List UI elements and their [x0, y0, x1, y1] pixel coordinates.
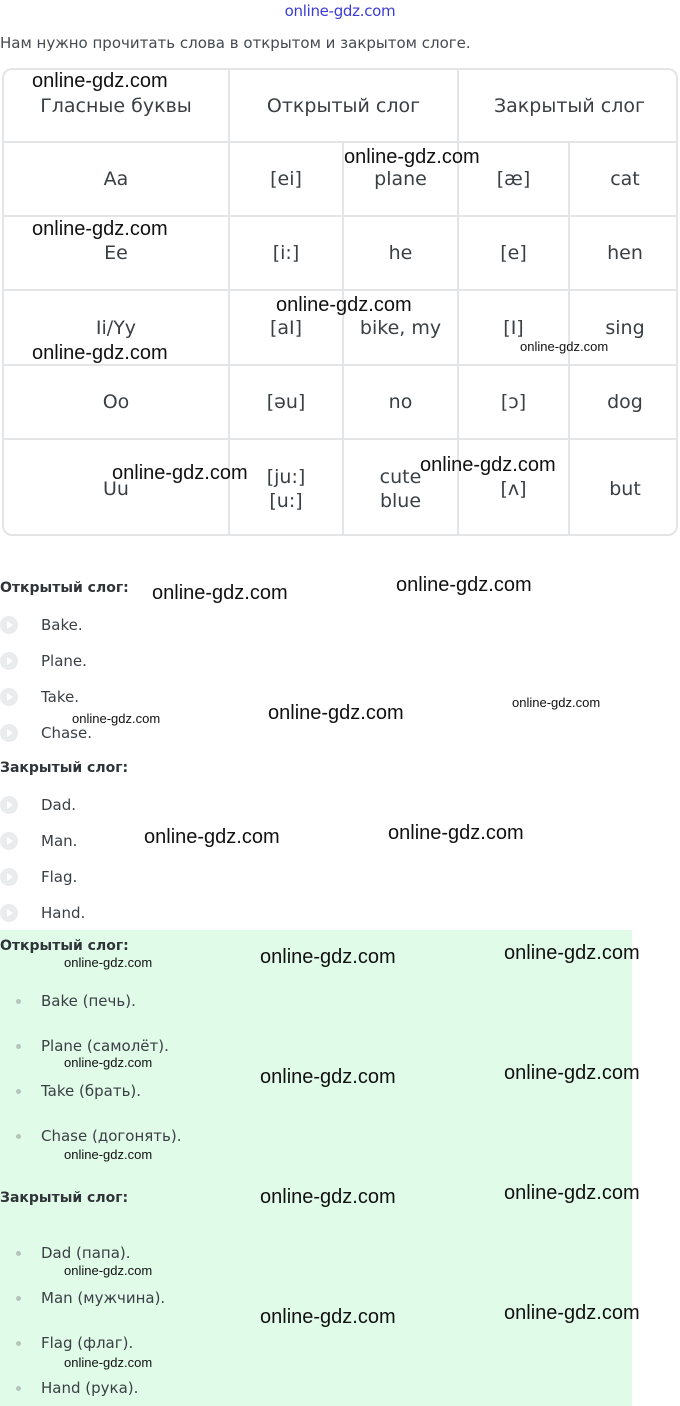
closed-sound: [I] [503, 316, 524, 339]
header-closed-syllable: Закрытый слог [493, 94, 646, 117]
watermark: online-gdz.com [420, 454, 556, 476]
list-item: Take (брать). [16, 1082, 141, 1100]
watermark: online-gdz.com [504, 942, 640, 964]
watermark: online-gdz.com [260, 1306, 396, 1328]
audio-item[interactable]: Man. [0, 830, 77, 852]
closed-sound: [ɔ] [500, 391, 527, 413]
audio-closed-title: Закрытый слог: [0, 760, 129, 776]
watermark: online-gdz.com [72, 711, 161, 726]
watermark: online-gdz.com [64, 1355, 153, 1370]
open-word: plane [374, 168, 427, 190]
site-logo: online-gdz.com [284, 2, 396, 20]
header-open-syllable: Открытый слог [266, 94, 421, 117]
answer-open-title: Открытый слог: [0, 938, 129, 954]
audio-item[interactable]: Take. [0, 686, 79, 708]
closed-word: cat [610, 168, 640, 190]
watermark: online-gdz.com [268, 702, 404, 724]
list-item: Hand (рука). [16, 1379, 138, 1397]
vowel-letter: Ee [104, 242, 128, 264]
watermark: online-gdz.com [260, 946, 396, 968]
watermark: online-gdz.com [32, 218, 168, 240]
watermark: online-gdz.com [260, 1186, 396, 1208]
watermark: online-gdz.com [504, 1302, 640, 1324]
audio-item[interactable]: Hand. [0, 902, 85, 924]
play-icon[interactable] [0, 688, 18, 706]
list-item: Flag (флаг). [16, 1334, 133, 1352]
closed-word: dog [607, 391, 643, 413]
watermark: online-gdz.com [64, 1147, 153, 1162]
watermark: online-gdz.com [344, 146, 480, 168]
closed-word: but [609, 478, 641, 500]
list-item: Bake (печь). [16, 992, 136, 1010]
audio-item[interactable]: Dad. [0, 794, 76, 816]
watermark: online-gdz.com [32, 342, 168, 364]
answer-box [0, 930, 632, 1406]
bullet-icon [16, 1044, 21, 1049]
open-sound: [aI] [269, 316, 303, 339]
watermark: online-gdz.com [512, 695, 601, 710]
closed-sound: [ʌ] [500, 478, 527, 500]
vowel-letter: Aa [103, 168, 129, 190]
watermark: online-gdz.com [504, 1182, 640, 1204]
open-sound: [əu] [266, 391, 306, 413]
bullet-icon [16, 1386, 21, 1391]
open-word: no [388, 391, 413, 413]
vowel-letter: Oo [102, 391, 130, 413]
list-item: Plane (самолёт). [16, 1037, 169, 1055]
watermark: online-gdz.com [276, 294, 412, 316]
play-icon[interactable] [0, 904, 18, 922]
audio-item[interactable]: Plane. [0, 650, 87, 672]
open-sound: [ei] [270, 168, 302, 190]
list-item: Chase (догонять). [16, 1127, 181, 1145]
play-icon[interactable] [0, 832, 18, 850]
bullet-icon [16, 999, 21, 1004]
watermark: online-gdz.com [112, 462, 248, 484]
bullet-icon [16, 1341, 21, 1346]
intro-text: Нам нужно прочитать слова в открытом и закрытом слоге. [0, 34, 471, 52]
watermark: online-gdz.com [396, 574, 532, 596]
closed-word: sing [605, 316, 645, 339]
watermark: online-gdz.com [64, 1055, 153, 1070]
list-item: Dad (папа). [16, 1244, 131, 1262]
play-icon[interactable] [0, 796, 18, 814]
play-icon[interactable] [0, 868, 18, 886]
audio-open-title: Открытый слог: [0, 580, 129, 596]
open-word: bike, my [359, 316, 442, 339]
watermark: online-gdz.com [388, 822, 524, 844]
open-sound: [i:] [272, 242, 300, 264]
closed-sound: [e] [500, 242, 527, 264]
play-icon[interactable] [0, 616, 18, 634]
header-vowels: Гласные буквы [40, 94, 192, 117]
watermark: online-gdz.com [504, 1062, 640, 1084]
audio-item[interactable]: Bake. [0, 614, 83, 636]
closed-word: hen [607, 242, 643, 264]
vowel-letter: Uu [103, 478, 129, 500]
open-word: he [388, 242, 413, 264]
watermark: online-gdz.com [64, 955, 153, 970]
watermark: online-gdz.com [260, 1066, 396, 1088]
watermark: online-gdz.com [144, 826, 280, 848]
watermark: online-gdz.com [32, 70, 168, 92]
bullet-icon [16, 1251, 21, 1256]
audio-item[interactable]: Chase. [0, 722, 92, 744]
vowel-letter: Ii/Yy [95, 316, 137, 339]
audio-item[interactable]: Flag. [0, 866, 77, 888]
play-icon[interactable] [0, 652, 18, 670]
bullet-icon [16, 1134, 21, 1139]
closed-sound: [æ] [496, 168, 531, 190]
watermark: online-gdz.com [64, 1263, 153, 1278]
answer-closed-title: Закрытый слог: [0, 1190, 129, 1206]
bullet-icon [16, 1296, 21, 1301]
bullet-icon [16, 1089, 21, 1094]
play-icon[interactable] [0, 724, 18, 742]
open-sound: [ju:] [u:] [266, 466, 306, 512]
list-item: Man (мужчина). [16, 1289, 165, 1307]
open-word: cute blue [379, 466, 422, 512]
watermark: online-gdz.com [152, 582, 288, 604]
watermark: online-gdz.com [520, 339, 609, 354]
